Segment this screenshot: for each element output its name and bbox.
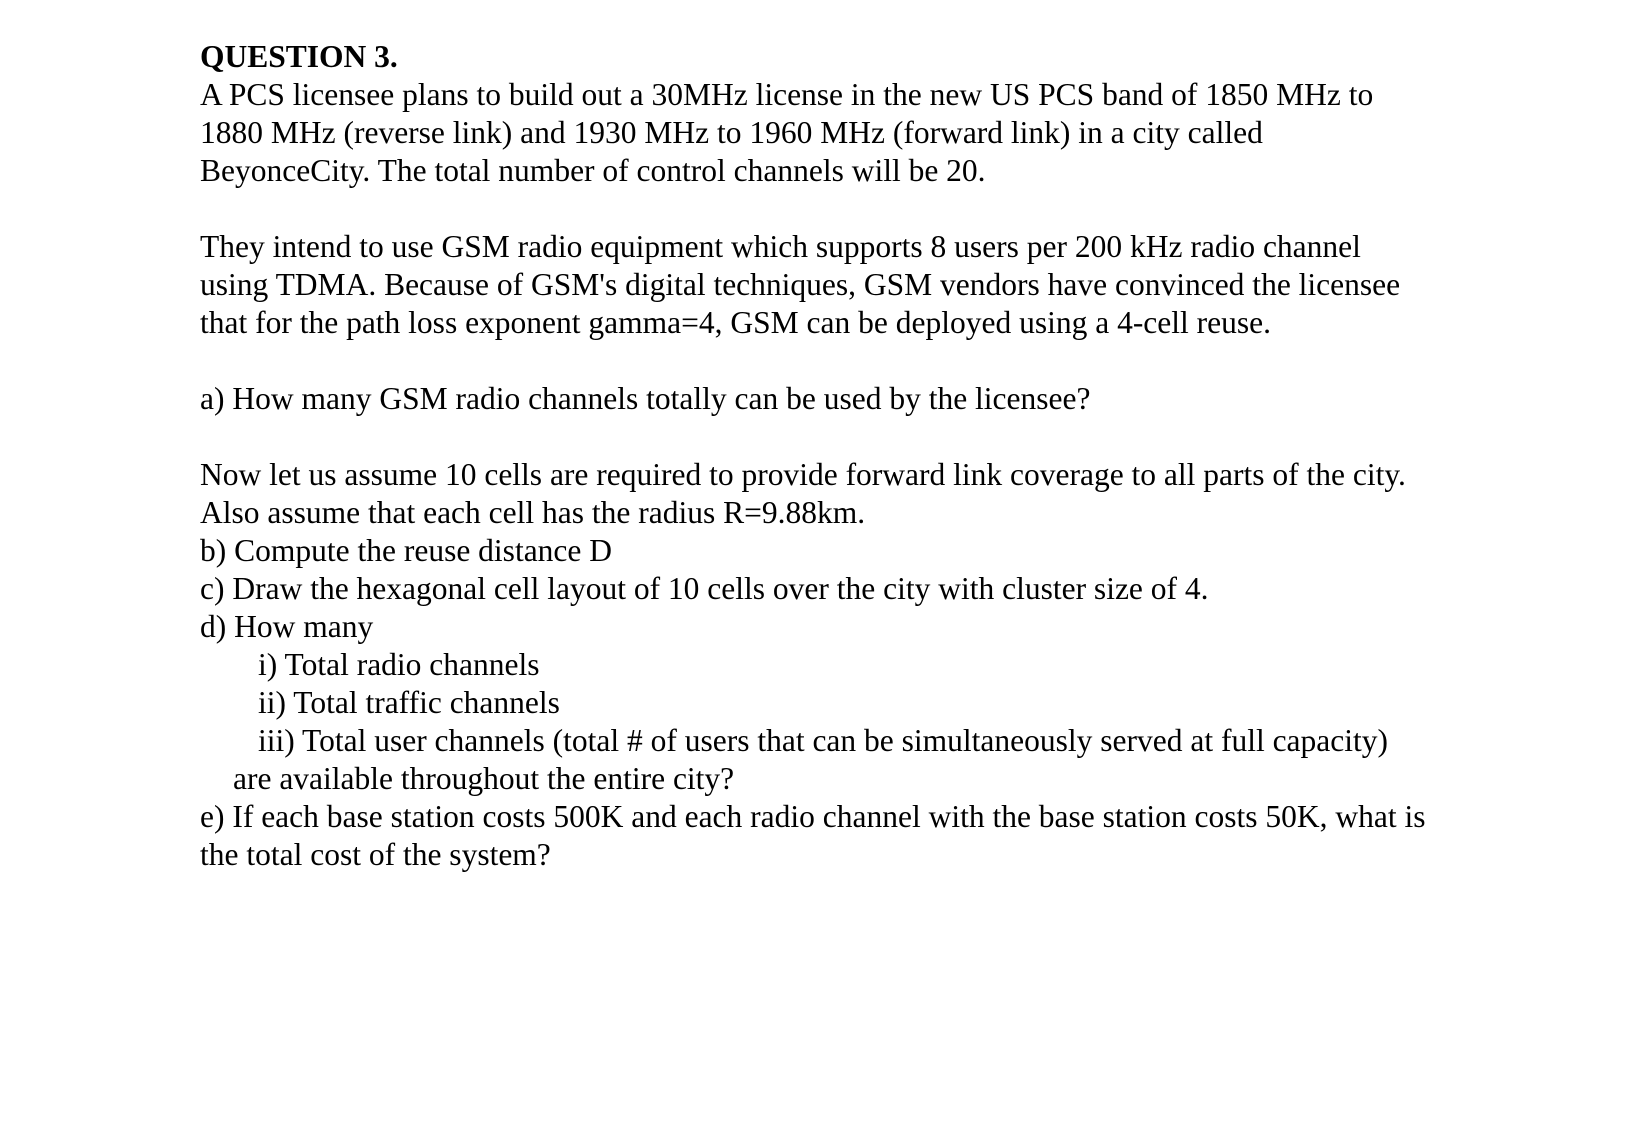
part-e-line-1: e) If each base station costs 500K and each radio channel with the base station costs 50K, what is [200,799,1426,834]
paragraph-gap [200,190,1620,228]
paragraph-gap [200,342,1620,380]
part-b: b) Compute the reuse distance D [200,533,613,568]
part-a: a) How many GSM radio channels totally can be used by the licensee? [200,381,1091,416]
part-d-tail: are available throughout the entire city? [233,761,735,796]
intro-line-3: BeyonceCity. The total number of control channels will be 20. [200,153,986,188]
intro-line-2: 1880 MHz (reverse link) and 1930 MHz to 1960 MHz (forward link) in a city called [200,115,1263,150]
gsm-line-2: using TDMA. Because of GSM's digital techniques, GSM vendors have convinced the licensee [200,267,1401,302]
part-d-item-3: iii) Total user channels (total # of users that can be simultaneously served at full capacity) [258,723,1388,758]
part-d-item-2: ii) Total traffic channels [258,685,560,720]
assumption-line-2: Also assume that each cell has the radius R=9.88km. [200,495,866,530]
part-c: c) Draw the hexagonal cell layout of 10 cells over the city with cluster size of 4. [200,571,1209,606]
assumption-line-1: Now let us assume 10 cells are required to provide forward link coverage to all parts of the city. [200,457,1406,492]
part-e-line-2: the total cost of the system? [200,837,551,872]
intro-line-1: A PCS licensee plans to build out a 30MHz license in the new US PCS band of 1850 MHz to [200,77,1374,112]
gsm-line-3: that for the path loss exponent gamma=4, GSM can be deployed using a 4-cell reuse. [200,305,1271,340]
paragraph-gap [200,418,1620,456]
question-title: QUESTION 3. [200,39,398,74]
part-d-label: d) How many [200,609,374,644]
part-d-item-1: i) Total radio channels [258,647,540,682]
gsm-line-1: They intend to use GSM radio equipment which supports 8 users per 200 kHz radio channel [200,229,1361,264]
question-document [200,38,1620,874]
